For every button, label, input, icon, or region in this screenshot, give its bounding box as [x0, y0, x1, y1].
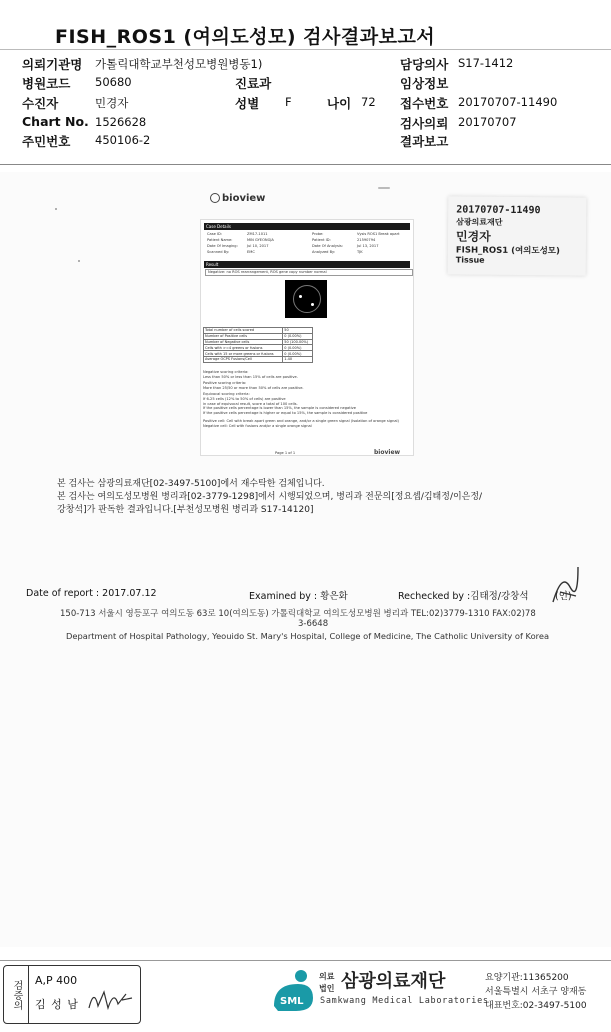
fish-signal	[311, 303, 314, 306]
label-accession: 20170707-11490	[456, 204, 541, 217]
resident-value: 450106-2	[95, 133, 151, 147]
fish-image	[285, 280, 327, 318]
criteria-line: Less than 50% or less than 15% of cells are positive.	[203, 374, 298, 379]
case-field-label: Analyzed By:	[312, 250, 336, 254]
result-label: 결과보고	[400, 134, 449, 149]
patient-value: 민경자	[95, 96, 129, 110]
case-field-value: MIN GYEONGJA	[247, 238, 274, 242]
resident-label: 주민번호	[22, 134, 71, 149]
org-english: Samkwang Medical Laboratories	[320, 996, 489, 1006]
remark-line-2: 본 검사는 여의도성모병원 병리과[02-3779-1298]에서 시행되었으며, 병리과 전문의[정요셉/김태정/이은정/	[57, 492, 483, 502]
header-divider	[0, 49, 611, 50]
bioview-logo-mark	[210, 193, 220, 203]
rechecked-suffix: (인)	[555, 591, 572, 602]
rechecked-by: Rechecked by :김태정/강창석	[398, 591, 529, 602]
contact-code: 요양기관:11365200	[485, 973, 569, 983]
criteria-line: in case of equivocal result, score a total of 100 cells.	[203, 401, 298, 406]
criteria-line: If the positive cells percentage is higher or equal to 15%, the sample is considered positive	[203, 410, 368, 415]
report-header	[0, 0, 611, 165]
criteria-line: Negative cell: Cell with fusions and/or a single orange signal	[203, 423, 312, 428]
contact-phone: 대표번호:02-3497-5100	[485, 1001, 587, 1011]
stats-value: 1.40	[283, 356, 313, 362]
chart-label: Chart No.	[22, 114, 89, 129]
case-field-value: Jul 13, 2017	[357, 244, 379, 248]
org-prefix-1: 의료	[319, 972, 335, 981]
remark-line-1: 본 검사는 삼광의료재단[02-3497-5100]에서 재수탁한 검체입니다.	[57, 479, 325, 489]
stats-label: Cells with 15 or more greens or fusions	[204, 351, 283, 357]
case-field-label: Probe:	[312, 232, 324, 236]
patient-label: 수진자	[22, 96, 59, 111]
criteria-line: Positive cell: Cell with break apart green and orange, and/or a single green signal (Isolation of orange signal)	[203, 419, 399, 424]
case-field-label: Case ID:	[207, 232, 222, 236]
stamp-label: 검증의	[4, 966, 29, 1023]
case-field-label: Date Of Analysis:	[312, 244, 343, 248]
department-label: 진료과	[235, 76, 272, 91]
clinical-label: 임상정보	[400, 76, 449, 91]
stats-value: 0 (0.00%)	[283, 345, 313, 351]
reception-value: 20170707-11490	[458, 95, 558, 109]
stats-value: 0 (0.00%)	[283, 333, 313, 339]
report-title: FISH_ROS1 (여의도성모) 검사결과보고서	[55, 26, 436, 48]
hospital-code-label: 병원코드	[22, 76, 71, 91]
stats-table	[203, 327, 313, 363]
stats-value: 50 (100.00%)	[283, 339, 313, 345]
criteria-line: Negative scoring criteria:	[203, 370, 249, 374]
doctor-label: 담당의사	[400, 57, 449, 72]
case-field-label: Patient Name:	[207, 238, 233, 242]
fish-signal	[299, 295, 302, 298]
case-field-label: Date Of Imaging:	[207, 244, 238, 248]
org-name: 삼광의료재단	[341, 971, 446, 992]
label-org: 삼광의료재단	[456, 217, 503, 227]
specimen-label-card	[448, 196, 587, 275]
sex-value: F	[285, 95, 292, 109]
handwritten-signature	[548, 562, 583, 612]
label-specimen: Tissue	[455, 255, 485, 265]
age-value: 72	[361, 95, 376, 109]
scan-speck	[378, 187, 390, 189]
examined-by: Examined by : 황은화	[249, 591, 348, 602]
request-label: 검사의뢰	[400, 116, 449, 131]
stamp-code: A,P 400	[35, 974, 78, 987]
case-field-value: TJK	[357, 250, 363, 254]
institution-value: 가톨릭대학교부천성모병원병동1)	[95, 57, 263, 71]
stats-label: Number of Negative cells	[204, 339, 283, 345]
case-field-value: Jul 10, 2017	[247, 244, 269, 248]
stamp-name: 김 성 남	[35, 998, 79, 1011]
address-line-2: 3-6648	[298, 619, 329, 629]
reception-label: 접수번호	[400, 96, 449, 111]
sml-logo	[268, 966, 318, 1016]
bioview-logo-text: bioview	[222, 193, 266, 204]
case-details-bar: Case Details	[204, 223, 410, 230]
hospital-code-value: 50680	[95, 75, 132, 89]
case-field-value: Vysis ROS1 Break apart	[357, 232, 400, 236]
address-line-1: 150-713 서울시 영등포구 여의도동 63로 10(여의도동) 가톨릭대학교 여의도성모병원 병리과 TEL:02)3779-1310 FAX:02)78	[60, 609, 536, 619]
chart-value: 1526628	[95, 115, 147, 129]
bioview-logo	[210, 193, 265, 204]
doctor-value: S17-1412	[458, 56, 514, 70]
institution-label: 의뢰기관명	[22, 57, 83, 72]
scan-speck	[55, 208, 57, 210]
stats-label: Average OCPS Fusions/Cell	[204, 356, 283, 362]
remark-line-3: 강창석]가 판독한 결과입니다.[부천성모병원 병리과 S17-14120]	[57, 505, 314, 515]
contact-address: 서울특별시 서초구 양재동	[485, 987, 587, 997]
result-bar: Result	[204, 261, 410, 268]
case-field-value: EMC	[247, 250, 255, 254]
stats-label: Cells with >=4 greens or fusions	[204, 345, 283, 351]
stats-value: 0 (0.00%)	[283, 351, 313, 357]
sex-label: 성별	[235, 96, 260, 111]
age-label: 나이	[327, 96, 352, 111]
case-field-label: Patient ID:	[312, 238, 331, 242]
stats-label: Number of Positive cells	[204, 333, 283, 339]
case-details-grid	[207, 232, 407, 256]
date-of-report: Date of report : 2017.07.12	[26, 588, 157, 599]
label-patient: 민경자	[455, 229, 491, 244]
request-value: 20170707	[458, 115, 517, 129]
sml-logo-mark	[268, 966, 318, 1016]
address-english: Department of Hospital Pathology, Yeouido St. Mary's Hospital, College of Medicine, The Catholic University of Korea	[66, 631, 550, 641]
page-indicator: Page 1 of 1	[275, 451, 296, 455]
bioview-small-logo: bioview	[374, 449, 401, 456]
label-test: FISH_ROS1 (여의도성모)	[455, 245, 560, 257]
criteria-line: Positive scoring criteria:	[203, 381, 247, 386]
case-row	[207, 250, 407, 256]
org-prefix-2: 법인	[319, 984, 335, 993]
stats-label: Total number of cells scored	[204, 328, 283, 334]
result-text: Negative: no ROS rearrangement, ROS gene copy number normal	[205, 269, 413, 276]
scan-speck	[78, 260, 80, 262]
criteria-text	[203, 368, 408, 429]
criteria-line: Equivocal scoring criteria:	[203, 392, 250, 397]
stamp-signature	[86, 986, 136, 1016]
criteria-line: More than 25/50 or more than 50% of cells are positive.	[203, 385, 304, 390]
fish-cell-outline	[293, 285, 321, 313]
criteria-line: If 6-25 cells (12% to 50% of cells) are positive	[203, 396, 286, 401]
case-field-value: ZM17-1011	[247, 232, 268, 236]
case-field-label: Scanned By:	[207, 250, 230, 254]
sml-logo-text: SML	[280, 996, 304, 1007]
case-field-value: 21590794	[357, 238, 376, 242]
stats-value: 50	[283, 328, 313, 334]
stats-row	[204, 356, 313, 362]
criteria-line: If the positive cells percentage is lower than 15%, the sample is considered negative	[203, 406, 356, 411]
verifier-stamp	[3, 965, 141, 1024]
footer-divider	[0, 960, 611, 961]
header-bottom-border	[0, 164, 611, 165]
